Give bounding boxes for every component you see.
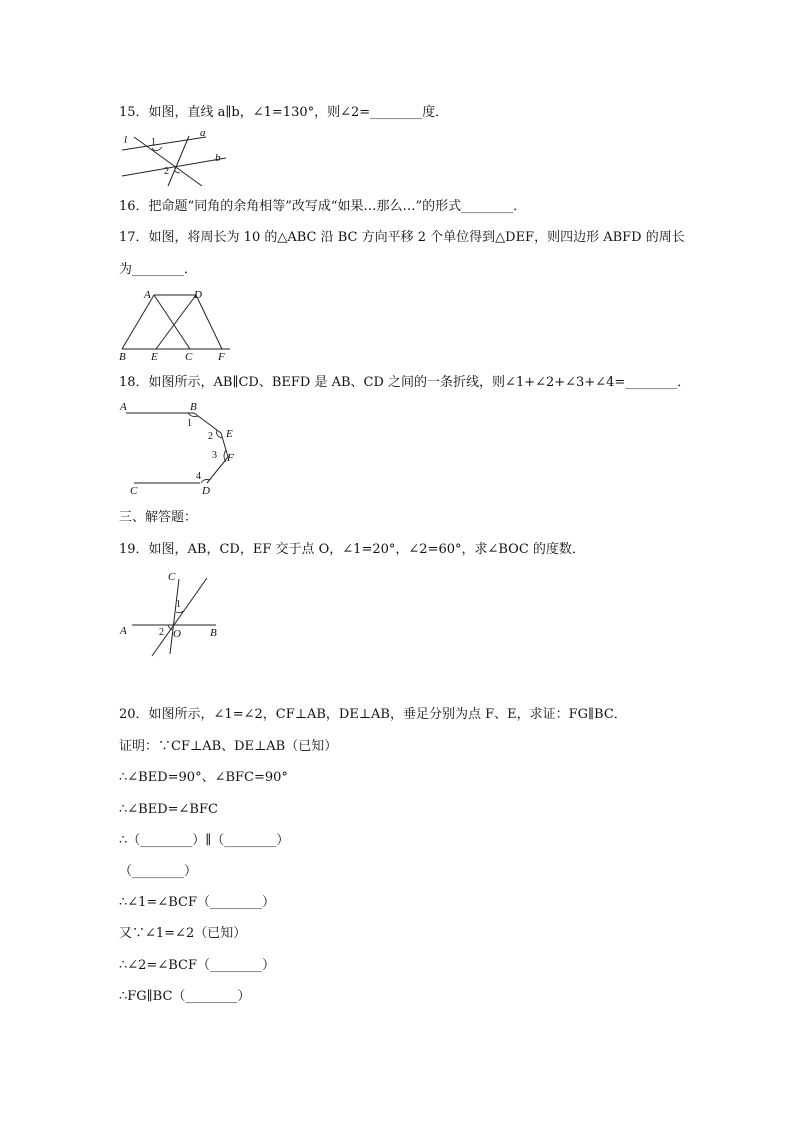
label-l: l [124,134,128,146]
label-D: D [194,289,202,301]
angle-3-label: 3 [212,450,217,461]
label-B: B [210,627,217,639]
label-A: A [144,289,151,301]
section-title: 三、解答题： [119,510,198,525]
angle-1-label: 1 [176,599,181,610]
proof-line-9: ∴FG∥BC（________） [119,989,251,1004]
angle-2-label: 2 [159,627,164,638]
proof-line-2: ∴∠BED=90°、∠BFC=90° [119,770,288,785]
question-18: 18．如图所示，AB∥CD、BEFD 是 AB、CD 之间的一条折线，则∠1+∠2+∠3+∠4=________． [119,375,691,390]
label-O: O [173,628,181,640]
question-20: 20．如图所示，∠1=∠2，CF⊥AB，DE⊥AB，垂足分别为点 F、E，求证：FG∥BC． [119,707,627,722]
label-C: C [185,351,193,362]
question-17-line-1: 17．如图，将周长为 10 的△ABC 沿 BC 方向平移 2 个单位得到△DEF，则四边形 ABFD 的周长 [119,230,685,245]
angle-1-label: 1 [187,418,192,429]
proof-line-1: 证明：∵CF⊥AB、DE⊥AB（已知） [119,739,338,754]
label-B: B [190,401,197,413]
angle-2-label: 2 [164,166,169,177]
label-D: D [202,485,210,496]
figure-q18 [118,398,248,496]
proof-line-4: ∴（________）∥（________） [119,833,290,848]
label-B: B [119,351,126,362]
question-17-line-2: 为________． [119,262,198,277]
label-C: C [168,571,176,583]
question-15: 15．如图，直线 a∥b，∠1=130°，则∠2=________度． [119,105,449,120]
proof-line-6: ∴∠1=∠BCF（________） [119,895,275,910]
angle-2-label: 2 [208,431,213,442]
label-b: b [215,152,221,164]
angle-1-label: 1 [151,137,156,148]
label-E: E [151,351,158,362]
angle-4-label: 4 [196,471,201,482]
label-F: F [218,351,225,362]
label-E: E [226,428,233,440]
proof-line-8: ∴∠2=∠BCF（________） [119,958,275,973]
question-19: 19．如图，AB，CD，EF 交于点 O，∠1=20°，∠2=60°，求∠BOC 的度数． [119,542,585,557]
proof-line-5: （________） [119,864,198,879]
proof-line-7: 又∵∠1=∠2（已知） [119,926,247,941]
label-a: a [200,128,206,139]
label-F: F [227,452,234,464]
label-A: A [120,625,127,637]
figure-q19 [118,568,228,660]
label-C: C [130,485,138,496]
question-16: 16．把命题“同角的余角相等”改写成“如果…那么…”的形式________． [119,199,527,214]
proof-line-3: ∴∠BED=∠BFC [119,802,218,817]
label-A: A [120,401,127,413]
figure-q17 [118,286,236,362]
figure-q15 [118,128,228,188]
